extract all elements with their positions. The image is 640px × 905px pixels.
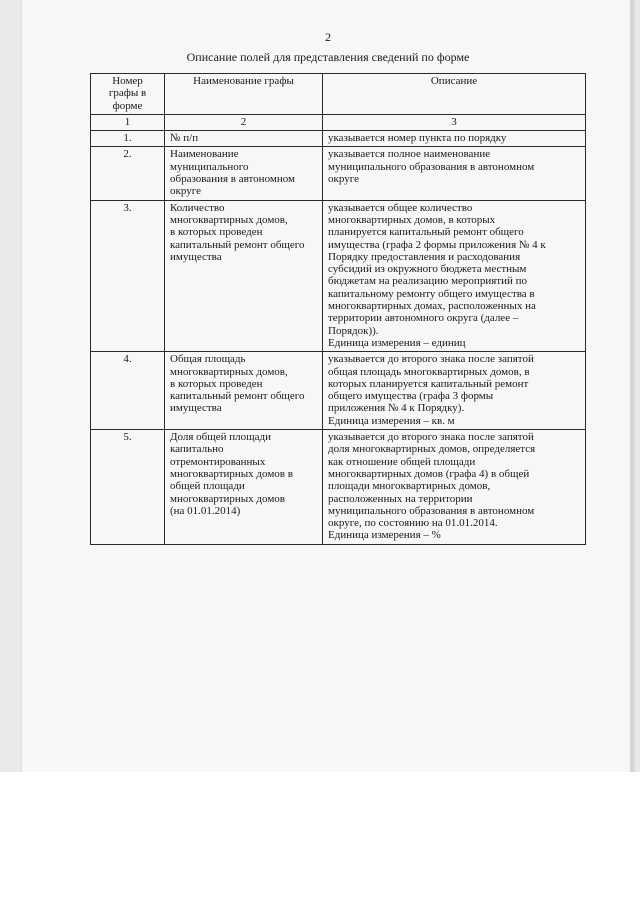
row-description: указывается общее количество многоквартирных домов, в которых планируется капитальный ремонт общего имущества (графа 2 формы приложения № 4 к Порядку предоставления и расходования субсидий из окружного бюджета местным бюджетам на реализацию мероприятий по капитальному ремонту общего имущества в многоквартирных домах, расположенных на территории автономного округа (далее – Порядок)). Единица измерения – единиц [323, 200, 586, 352]
row-description: указывается до второго знака после запятой общая площадь многоквартирных домов, в которых планируется капитальный ремонт общего имущества (графа 3 формы приложения № 4 к Порядку). Единица измерения – кв. м [323, 352, 586, 430]
column-index-3: 3 [323, 114, 586, 130]
row-description: указывается до второго знака после запятой доля многоквартирных домов, определяется как отношение общей площади многоквартирных домов (графа 4) в общей площади многоквартирных домов, расположенных на территории муниципального образования в автономном округе, по состоянию на 01.01.2014. Единица измерения – % [323, 430, 586, 545]
row-field-name: № п/п [165, 131, 323, 147]
row-number: 2. [91, 147, 165, 200]
row-number: 4. [91, 352, 165, 430]
blank-scan-area [0, 772, 640, 905]
table-row [91, 131, 586, 147]
table-row [91, 430, 586, 545]
fields-description-table [90, 73, 586, 545]
header-column-number: Номер графы в форме [91, 74, 165, 115]
column-index-row [91, 114, 586, 130]
row-field-name: Общая площадь многоквартирных домов, в которых проведен капитальный ремонт общего имущества [165, 352, 323, 430]
table-row [91, 352, 586, 430]
row-field-name: Доля общей площади капитально отремонтированных многоквартирных домов в общей площади многоквартирных домов (на 01.01.2014) [165, 430, 323, 545]
header-description: Описание [323, 74, 586, 115]
table-row [91, 147, 586, 200]
page-number: 2 [325, 30, 331, 44]
column-index-1: 1 [91, 114, 165, 130]
row-description: указывается полное наименование муниципального образования в автономном округе [323, 147, 586, 200]
table-header-row [91, 74, 586, 115]
document-page [22, 0, 634, 772]
column-index-2: 2 [165, 114, 323, 130]
row-number: 3. [91, 200, 165, 352]
row-number: 5. [91, 430, 165, 545]
header-column-name: Наименование графы [165, 74, 323, 115]
row-number: 1. [91, 131, 165, 147]
scan-edge [630, 0, 634, 772]
row-description: указывается номер пункта по порядку [323, 131, 586, 147]
table-row [91, 200, 586, 352]
row-field-name: Количество многоквартирных домов, в которых проведен капитальный ремонт общего имущества [165, 200, 323, 352]
document-title: Описание полей для представления сведений по форме [186, 50, 470, 64]
row-field-name: Наименование муниципального образования в автономном округе [165, 147, 323, 200]
